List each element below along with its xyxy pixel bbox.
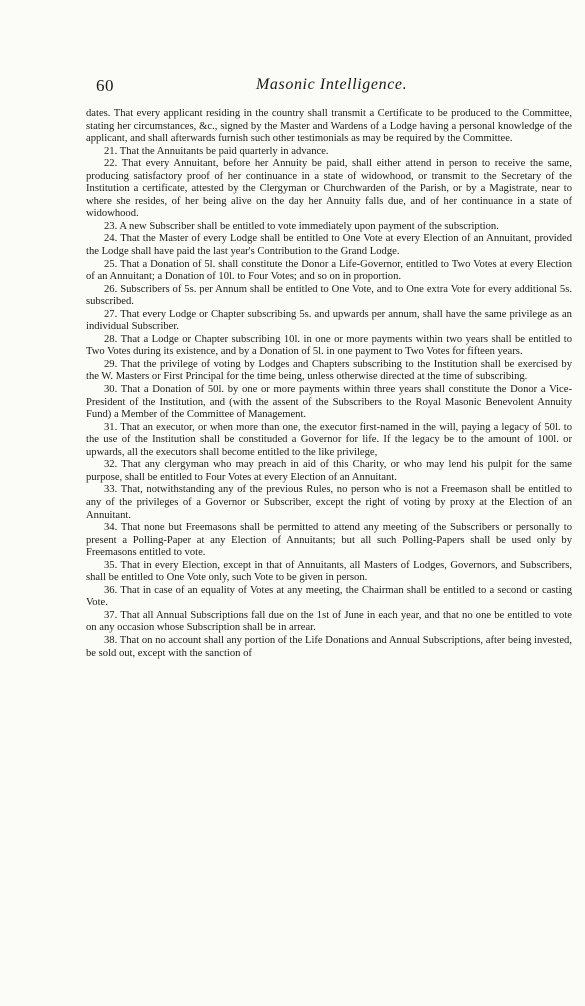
page-number: 60 — [96, 76, 114, 95]
rule-text: Subscribers of 5s. per Annum shall be entitled to One Vote, and to One extra Vote for every additional 5s. subscribed. — [86, 283, 572, 308]
rule-paragraph — [86, 158, 572, 221]
rule-number: 24. — [104, 233, 118, 245]
rule-paragraph — [86, 384, 572, 422]
rule-paragraph — [86, 560, 572, 585]
rule-paragraph — [86, 522, 572, 560]
rule-number: 23. — [104, 220, 118, 232]
rule-number: 36. — [104, 584, 118, 596]
rule-number: 35. — [104, 559, 118, 571]
rule-text: That all Annual Subscriptions fall due on the 1st of June in each year, and that no one be entitled to vote on any occasion whose Subscription shall be in arrear. — [86, 609, 572, 634]
rule-number: 31. — [104, 421, 118, 433]
rule-paragraph — [86, 422, 572, 460]
rule-text: That a Donation of 5l. shall constitute the Donor a Life-Governor, entitled to Two Votes at every Election of an Annuitant; a Donation of 10l. to Four Votes; and so on in proportion. — [86, 258, 572, 283]
rule-paragraph — [86, 585, 572, 610]
rule-text: That the privilege of voting by Lodges and Chapters subscribing to the Institution shall be exercised by the W. Masters or First Principal for the time being, unless otherwise directed at the time of subscribing. — [86, 358, 572, 383]
rule-text: That any clergyman who may preach in aid of this Charity, or who may lend his pulpit for the same purpose, shall be entitled to Four Votes at every Election of an Annuitant. — [86, 459, 572, 483]
rule-text: That none but Freemasons shall be permitted to attend any meeting of the Subscribers or personally to present a Polling-Paper at any Election of Annuitants; but all such Polling-Papers shall be used only by Freemasons entitled to vote. — [86, 522, 572, 559]
rule-paragraph — [86, 635, 572, 660]
rule-number: 30. — [104, 384, 118, 396]
rule-number: 27. — [104, 308, 118, 320]
rule-number: 33. — [104, 484, 118, 496]
rule-text: That every Lodge or Chapter subscribing 5s. and upwards per annum, shall have the same privilege as an individual Subscriber. — [86, 308, 572, 333]
page-header — [96, 76, 571, 98]
rule-number: 26. — [104, 283, 118, 295]
rule-text: That on no account shall any portion of the Life Donations and Annual Subscriptions, after being invested, be sold out, except with the sanction of — [86, 634, 572, 659]
rule-paragraph — [86, 359, 572, 384]
rule-paragraph — [86, 284, 572, 309]
rule-text: A new Subscriber shall be entitled to vote immediately upon payment of the subscription. — [119, 220, 499, 232]
rule-text: That in case of an equality of Votes at any meeting, the Chairman shall be entitled to a second or casting Vote. — [86, 584, 572, 609]
rule-text: That in every Election, except in that of Annuitants, all Masters of Lodges, Governors, and Subscribers, shall be entitled to One Vote only, such Vote to be given in person. — [86, 559, 572, 584]
rule-number: 21. — [104, 145, 118, 157]
rule-text: That every Annuitant, before her Annuity be paid, shall either attend in person to receive the same, producing satisfactory proof of her continuance in a state of widowhood, or transmit to the Secretary of the Institution a certificate, attested by the Clergyman or Churchwarden of the Parish, or by a Magistrate, near to where she resides, of her being alive on the day her Annuity falls due, and of her continuance in a state of widowhood. — [86, 158, 572, 220]
rule-number: 29. — [104, 358, 118, 370]
rule-paragraph — [86, 259, 572, 284]
rule-number: 37. — [104, 609, 118, 621]
rule-text: That a Lodge or Chapter subscribing 10l. in one or more payments within two years shall be entitled to Two Votes during its existence, and by a Donation of 5l. in one payment to Two Votes for fifteen years. — [86, 333, 572, 358]
rule-paragraph — [86, 309, 572, 334]
rule-paragraph — [86, 459, 572, 484]
rule-number: 25. — [104, 258, 118, 270]
rules-list — [86, 146, 572, 660]
rule-number: 34. — [104, 522, 118, 534]
rule-number: 22. — [104, 158, 118, 170]
rule-text: That, notwithstanding any of the previous Rules, no person who is not a Freemason shall be entitled to any of the privileges of a Governor or Subscriber, except the right of voting by proxy at the Election of an Annuitant. — [86, 484, 572, 521]
rule-number: 28. — [104, 333, 118, 345]
rule-paragraph — [86, 334, 572, 359]
rule-text: That the Master of every Lodge shall be entitled to One Vote at every Election of an Annuitant, provided the Lodge shall have paid the last year's Contribution to the Grand Lodge. — [86, 233, 572, 258]
rule-paragraph — [86, 146, 572, 159]
rule-text: That a Donation of 50l. by one or more payments within three years shall constitute the Donor a Vice-President of the Institution, and (with the assent of the Subscribers to the Royal Masonic Benevolent Annuity Fund) a Member of the Committee of Management. — [86, 384, 572, 421]
continuation-paragraph: dates. That every applicant residing in the country shall transmit a Certificate to be produced to the Committee, stating her circumstances, &c., signed by the Master and Wardens of a Lodge having a personal knowledge of the applicant, and shall afterwards furnish such other testimonials as may be required by the Committee. — [86, 108, 572, 145]
running-title: Masonic Intelligence. — [256, 76, 408, 93]
rule-text: That an executor, or when more than one, the executor first-named in the will, paying a legacy of 50l. to the use of the Institution shall be constituded a Governor for life. If the legacy be to the amount of 100l. or upwards, all the executors shall become entitled to the like privilege, — [86, 421, 572, 458]
rule-text: That the Annuitants be paid quarterly in advance. — [119, 145, 329, 157]
rule-paragraph — [86, 233, 572, 258]
rule-paragraph — [86, 221, 572, 234]
page-body — [86, 108, 572, 660]
rule-paragraph — [86, 484, 572, 522]
rule-number: 38. — [104, 634, 118, 646]
rule-paragraph — [86, 610, 572, 635]
rule-number: 32. — [104, 459, 118, 471]
